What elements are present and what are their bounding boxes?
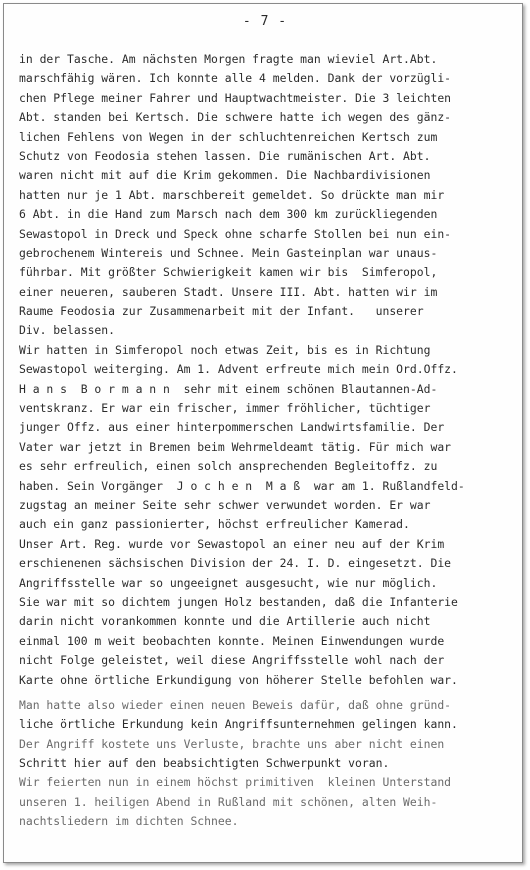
text-line: Schutz von Feodosia stehen lassen. Die rumänischen Art. Abt. [19, 148, 431, 163]
text-line: nachtsliedern im dichten Schnee. [19, 814, 239, 829]
text-line: zugstag an meiner Seite sehr schwer verwundet worden. Er war [19, 497, 431, 512]
text-line: in der Tasche. Am nächsten Morgen fragte man wieviel Art.Abt. [19, 52, 438, 66]
text-line: Schritt hier auf den beabsichtigten Schwerpunkt voran. [19, 756, 390, 771]
text-line: auch ein ganz passionierter, höchst erfreulicher Kamerad. [19, 517, 410, 532]
text-line: liche örtliche Erkundung kein Angriffsunternehmen gelingen kann. [19, 717, 458, 732]
text-line: unseren 1. heiligen Abend in Rußland mit schönen, alten Weih- [19, 794, 438, 809]
text-line: Sewastopol weiterging. Am 1. Advent erfreute mich mein Ord.Offz. [19, 362, 458, 377]
text-line: Sie war mit so dichtem jungen Holz bestanden, daß die Infanterie [19, 594, 458, 609]
text-line: marschfähig wären. Ich konnte alle 4 melden. Dank der vorzügli- [19, 71, 452, 86]
text-line: Unser Art. Reg. wurde vor Sewastopol an einer neu auf der Krim [19, 536, 445, 551]
text-line: Man hatte also wieder einen neuen Beweis dafür, daß ohne gründ- [19, 697, 452, 712]
text-line: Der Angriff kostete uns Verluste, brachte uns aber nicht einen [19, 736, 445, 751]
text-line: junger Offz. aus einer hinterpommerschen Landwirtsfamilie. Der [19, 420, 445, 435]
text-line: hatten nur je 1 Abt. marschbereit gemeldet. So drückte man mir [19, 187, 445, 202]
text-line: Abt. standen bei Kertsch. Die schwere hatte ich wegen des gänz- [19, 110, 452, 125]
text-line: Div. belassen. [19, 323, 116, 338]
text-line: haben. Sein Vorgänger J o c h e n M a ß war am 1. Rußlandfeld- [19, 478, 465, 493]
text-line: lichen Fehlens von Wegen in der schluchtenreichen Kertsch zum [19, 129, 438, 144]
text-line: Sewastopol in Dreck und Speck ohne scharfe Stollen bei nun ein- [19, 226, 452, 241]
text-line: Wir feierten nun in einem höchst primitiven kleinen Unterstand [19, 775, 452, 790]
text-line: ventskranz. Er war ein frischer, immer fröhlicher, tüchtiger [19, 401, 431, 416]
text-line: es sehr erfreulich, einen solch ansprechenden Begleitoffz. zu [19, 459, 438, 474]
text-line: chen Pflege meiner Fahrer und Hauptwachtmeister. Die 3 leichten [19, 90, 452, 105]
text-line: darin nicht vorankommen konnte und die Artillerie auch nicht [19, 614, 431, 629]
text-line: Karte ohne örtliche Erkundigung von höherer Stelle befohlen war. [19, 672, 458, 687]
text-line: gebrochenem Wintereis und Schnee. Mein Gasteinplan war unaus- [19, 245, 438, 260]
text-line: 6 Abt. in die Hand zum Marsch nach dem 300 km zurückliegenden [19, 207, 438, 222]
text-line: Vater war jetzt in Bremen beim Wehrmeldeamt tätig. Für mich war [19, 439, 452, 454]
text-line: Angriffsstelle war so ungeeignet ausgesucht, wie nur möglich. [19, 575, 438, 590]
text-line: Wir hatten in Simferopol noch etwas Zeit, bis es in Richtung [19, 342, 431, 357]
text-line: H a n s B o r m a n n sehr mit einem schönen Blautannen-Ad- [19, 381, 438, 396]
text-line: einmal 100 m weit beobachten konnte. Meinen Einwendungen wurde [19, 633, 445, 648]
text-line: Raume Feodosia zur Zusammenarbeit mit der Infant. unserer [19, 304, 424, 319]
text-line: einer neueren, sauberen Stadt. Unsere III. Abt. hatten wir im [19, 284, 438, 299]
text-line: führbar. Mit größter Schwierigkeit kamen wir bis Simferopol, [19, 265, 438, 280]
page-number: - 7 - [242, 14, 288, 29]
text-line: waren nicht mit auf die Krim gekommen. Die Nachbardivisionen [19, 168, 431, 183]
text-line: erschienenen sächsischen Division der 24. I. D. eingesetzt. Die [19, 556, 452, 571]
text-line: nicht Folge geleistet, weil diese Angriffsstelle wohl nach der [19, 653, 445, 668]
document-body [19, 50, 519, 832]
